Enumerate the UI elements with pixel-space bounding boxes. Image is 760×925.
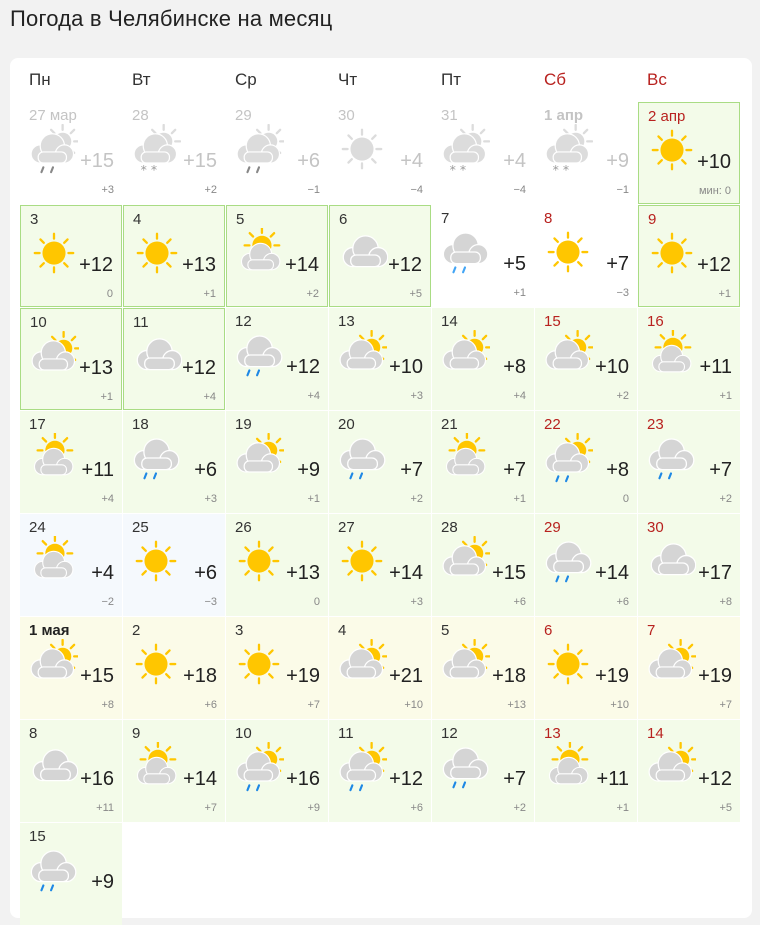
sun-icon [647,228,697,280]
day-date: 7 [441,210,450,227]
day-temp-max: +18 [492,665,526,687]
day-cell[interactable] [638,102,740,204]
day-temp-min: +3 [410,390,423,402]
day-temp-min: +5 [719,802,732,814]
day-cell[interactable] [535,514,637,616]
weekday-label: Чт [338,70,358,89]
cloud-sun-icon [646,639,696,691]
day-temp-max: +4 [503,150,526,172]
day-temp-max: +6 [194,562,217,584]
day-cell[interactable] [432,617,534,719]
cloud-sun-icon [337,639,387,691]
sun-icon [543,227,593,279]
day-temp-min: +1 [203,288,216,300]
day-temp-max: +12 [388,254,422,276]
day-date: 3 [30,211,39,228]
day-temp-max: +14 [183,768,217,790]
day-date: 15 [29,828,46,845]
day-cell[interactable] [20,308,122,410]
day-cell[interactable] [20,514,122,616]
day-temp-max: +12 [286,356,320,378]
day-temp-min: +10 [610,699,629,711]
day-cell[interactable] [329,720,431,822]
day-temp-min: +1 [718,288,731,300]
day-cell[interactable] [20,102,122,204]
cloud-sun-snow-icon [440,124,490,176]
calendar-card [10,58,752,918]
day-temp-max: +15 [492,562,526,584]
day-temp-min: +4 [307,390,320,402]
sun-icon [132,228,182,280]
day-date: 5 [236,211,245,228]
day-date: 20 [338,416,355,433]
day-temp-max: +12 [182,357,216,379]
day-date: 1 мая [29,622,70,639]
day-temp-min: +2 [306,288,319,300]
day-cell[interactable] [329,617,431,719]
day-cell[interactable] [535,205,637,307]
day-date: 4 [133,211,142,228]
day-temp-min: +3 [101,184,114,196]
day-temp-min: +2 [204,184,217,196]
day-temp-max: +7 [606,253,629,275]
day-temp-min: 0 [313,596,320,608]
day-date: 12 [441,725,458,742]
day-cell[interactable] [123,411,225,513]
cloud-rain-icon [234,330,284,382]
day-cell[interactable] [638,720,740,822]
day-date: 7 [647,622,656,639]
day-temp-min: +6 [513,596,526,608]
day-temp-min: +1 [307,493,320,505]
day-date: 28 [441,519,458,536]
weekday-label: Сб [544,70,567,89]
cloud-rain-icon [28,845,78,897]
sun-cloud-icon [646,330,696,382]
day-cell[interactable] [329,411,431,513]
day-date: 22 [544,416,561,433]
day-cell[interactable] [226,308,328,410]
day-temp-max: +12 [697,254,731,276]
day-temp-min: −3 [616,287,629,299]
day-date: 27 [338,519,355,536]
day-date: 17 [29,416,46,433]
day-temp-min: +9 [307,802,320,814]
day-temp-min: −2 [101,596,114,608]
sun-icon [131,536,181,588]
cloud-sun-icon [28,639,78,691]
cloud-sun-icon [543,330,593,382]
day-cell[interactable] [20,823,122,925]
day-temp-min: +5 [409,288,422,300]
day-date: 5 [441,622,450,639]
day-date: 28 [132,107,149,124]
day-date: 10 [30,314,47,331]
cloud-rain-icon [131,433,181,485]
day-temp-max: +4 [400,150,423,172]
day-temp-max: +14 [595,562,629,584]
day-date: 24 [29,519,46,536]
day-cell[interactable] [123,617,225,719]
day-date: 14 [441,313,458,330]
sun-icon [234,536,284,588]
day-date: 29 [544,519,561,536]
cloud-sun-rain-icon [234,124,284,176]
day-cell[interactable] [123,205,225,307]
cloud-sun-icon [29,331,79,383]
day-temp-max: +6 [194,459,217,481]
day-cell[interactable] [535,102,637,204]
day-temp-max: +9 [297,459,320,481]
day-date: 2 [132,622,141,639]
sun-cloud-icon [28,433,78,485]
day-date: 9 [132,725,141,742]
day-temp-min: +4 [203,391,216,403]
cloud-sun-icon [646,742,696,794]
day-cell[interactable] [432,308,534,410]
day-date: 4 [338,622,347,639]
day-cell[interactable] [535,308,637,410]
day-cell[interactable] [226,411,328,513]
sun-icon [337,124,387,176]
cloud-sun-snow-icon [131,124,181,176]
day-temp-min: −4 [410,184,423,196]
day-date: 1 апр [544,107,584,124]
day-cell[interactable] [226,205,328,307]
day-temp-min: +3 [204,493,217,505]
day-temp-min: +1 [100,391,113,403]
day-cell[interactable] [123,102,225,204]
day-date: 14 [647,725,664,742]
day-temp-max: +7 [400,459,423,481]
day-temp-min: 0 [106,288,113,300]
day-date: 29 [235,107,252,124]
cloud-sun-icon [440,536,490,588]
sun-cloud-icon [440,433,490,485]
day-cell[interactable] [226,720,328,822]
day-cell[interactable] [123,308,225,410]
day-date: 27 мар [29,107,77,124]
day-cell[interactable] [432,720,534,822]
day-cell[interactable] [123,514,225,616]
day-cell[interactable] [535,617,637,719]
svg-text:* *: * * [449,162,467,176]
sun-icon [337,536,387,588]
day-temp-max: +8 [606,459,629,481]
weekday-label: Вт [132,70,151,89]
cloud-sun-icon [440,330,490,382]
day-cell[interactable] [638,205,740,307]
day-temp-max: +14 [285,254,319,276]
day-temp-min: +6 [616,596,629,608]
weekday-label: Вс [647,70,667,89]
day-cell[interactable] [432,411,534,513]
svg-text:* *: * * [552,162,570,176]
day-cell[interactable] [20,617,122,719]
day-cell[interactable] [329,205,431,307]
day-temp-min: +10 [404,699,423,711]
day-temp-min: +7 [204,802,217,814]
day-date: 11 [133,314,149,331]
day-temp-min: +8 [719,596,732,608]
day-cell[interactable] [535,411,637,513]
cloud-icon [646,536,696,588]
day-date: 30 [338,107,355,124]
day-temp-max: +12 [389,768,423,790]
day-cell[interactable] [638,617,740,719]
day-temp-max: +10 [595,356,629,378]
day-date: 25 [132,519,149,536]
day-temp-max: +10 [389,356,423,378]
day-cell[interactable] [329,102,431,204]
sun-icon [234,639,284,691]
day-temp-min: +11 [96,802,114,814]
cloud-rain-icon [337,433,387,485]
day-temp-max: +7 [709,459,732,481]
day-temp-max: +15 [80,665,114,687]
day-temp-max: +12 [698,768,732,790]
day-cell[interactable] [123,720,225,822]
day-temp-min: +1 [513,287,526,299]
cloud-sun-rain-icon [337,742,387,794]
sun-cloud-icon [235,228,285,280]
day-temp-min: +4 [101,493,114,505]
day-date: 30 [647,519,664,536]
day-temp-min: +1 [616,802,629,814]
day-cell[interactable] [226,514,328,616]
day-temp-max: +4 [91,562,114,584]
day-temp-max: +13 [286,562,320,584]
day-date: 9 [648,211,657,228]
day-temp-max: +21 [389,665,423,687]
day-cell[interactable] [432,102,534,204]
cloud-sun-rain-icon [234,742,284,794]
day-temp-max: +18 [183,665,217,687]
day-temp-max: +11 [81,459,114,481]
cloud-sun-icon [440,639,490,691]
day-temp-max: +16 [286,768,320,790]
day-cell[interactable] [226,617,328,719]
day-date: 15 [544,313,561,330]
cloud-sun-icon [337,330,387,382]
day-cell[interactable] [20,720,122,822]
day-cell[interactable] [638,308,740,410]
day-temp-max: +13 [79,357,113,379]
day-cell[interactable] [329,308,431,410]
day-temp-min: +7 [307,699,320,711]
weekday-label: Пн [29,70,51,89]
day-cell[interactable] [20,411,122,513]
day-temp-min: мин: 0 [698,185,731,197]
day-date: 6 [544,622,553,639]
day-temp-min: −1 [616,184,629,196]
day-temp-min: −4 [513,184,526,196]
day-cell[interactable] [226,102,328,204]
day-date: 8 [544,210,553,227]
day-date: 6 [339,211,348,228]
day-temp-min: +2 [513,802,526,814]
day-cell[interactable] [638,411,740,513]
day-date: 11 [338,725,354,742]
day-temp-min: +7 [719,699,732,711]
day-date: 13 [544,725,561,742]
sun-cloud-icon [28,536,78,588]
day-date: 12 [235,313,252,330]
day-temp-max: +12 [79,254,113,276]
day-temp-min: 0 [622,493,629,505]
day-date: 16 [647,313,664,330]
cloud-sun-snow-icon [543,124,593,176]
day-temp-min: +2 [410,493,423,505]
day-temp-max: +15 [183,150,217,172]
cloud-icon [132,331,182,383]
day-temp-max: +11 [596,768,629,790]
day-temp-max: +14 [389,562,423,584]
day-date: 13 [338,313,355,330]
day-date: 18 [132,416,149,433]
day-date: 2 апр [648,108,686,125]
day-cell[interactable] [20,205,122,307]
day-cell[interactable] [432,205,534,307]
sun-icon [29,228,79,280]
day-date: 8 [29,725,38,742]
day-temp-min: +13 [507,699,526,711]
day-temp-max: +10 [697,151,731,173]
cloud-sun-icon [234,433,284,485]
day-temp-min: +6 [204,699,217,711]
day-temp-max: +5 [503,253,526,275]
weekday-label: Пт [441,70,462,89]
day-temp-max: +9 [606,150,629,172]
sun-icon [647,125,697,177]
cloud-icon [28,742,78,794]
svg-text:* *: * * [140,162,158,176]
day-temp-max: +7 [503,459,526,481]
day-temp-min: +3 [410,596,423,608]
day-date: 31 [441,107,458,124]
cloud-sun-rain-icon [28,124,78,176]
day-temp-min: +8 [101,699,114,711]
day-cell[interactable] [329,514,431,616]
day-temp-max: +19 [698,665,732,687]
cloud-rain-icon [646,433,696,485]
sun-icon [131,639,181,691]
weekday-label: Ср [235,70,257,89]
day-temp-min: +2 [616,390,629,402]
day-cell[interactable] [535,720,637,822]
day-date: 26 [235,519,252,536]
cloud-rain-icon [440,227,490,279]
day-date: 10 [235,725,252,742]
day-temp-max: +19 [286,665,320,687]
day-temp-max: +19 [595,665,629,687]
day-temp-max: +6 [297,150,320,172]
day-temp-max: +9 [91,871,114,893]
day-temp-max: +17 [698,562,732,584]
cloud-icon [338,228,388,280]
day-temp-min: +1 [719,390,732,402]
day-temp-max: +13 [182,254,216,276]
sun-cloud-icon [131,742,181,794]
day-temp-max: +15 [80,150,114,172]
day-date: 23 [647,416,664,433]
day-cell[interactable] [638,514,740,616]
day-temp-max: +11 [699,356,732,378]
day-temp-min: −1 [307,184,320,196]
day-temp-min: +2 [719,493,732,505]
day-temp-min: −3 [204,596,217,608]
page-title: Погода в Челябинске на месяц [10,6,333,31]
cloud-rain-icon [543,536,593,588]
day-date: 19 [235,416,252,433]
sun-cloud-icon [543,742,593,794]
day-cell[interactable] [432,514,534,616]
day-date: 21 [441,416,458,433]
day-temp-max: +7 [503,768,526,790]
day-temp-max: +8 [503,356,526,378]
cloud-sun-rain-icon [543,433,593,485]
day-temp-max: +16 [80,768,114,790]
cloud-rain-icon [440,742,490,794]
day-temp-min: +6 [410,802,423,814]
day-temp-min: +4 [513,390,526,402]
day-date: 3 [235,622,244,639]
day-temp-min: +1 [513,493,526,505]
sun-icon [543,639,593,691]
